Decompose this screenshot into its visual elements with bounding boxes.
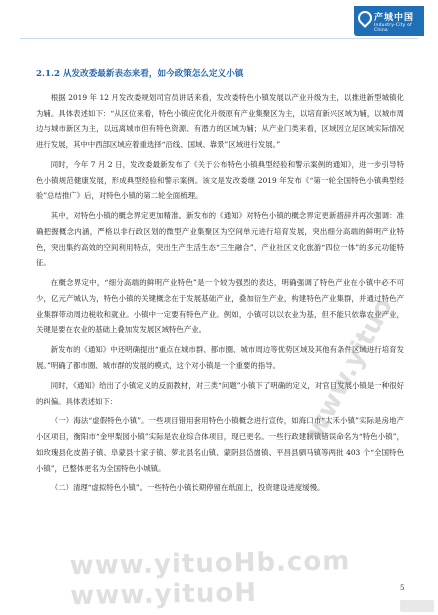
paragraph: 同时，今年 7 月 2 日，发改委最新发布了《关于公布特色小镇典型经验和警示案例的通知》，进一步引导特色小镇规范健康发展，形成典型经验和警示案例。该文是发改委继 2019 年发布《“第一轮全国特色小镇典型经验”总结推广》后，对特色小镇的第二轮全面梳理。 [36,160,404,201]
brand-logo [354,6,424,36]
watermark-bottom: www.yituoHb.com www.yituoH [69,546,351,612]
paragraph: 其中，对特色小镇的概念界定更加精准。新发布的《通知》对特色小镇的概念界定更新措辞并再次强调：准确把握概念内涵，严格以非行政区划的微型产业集聚区为空间单元进行培育发展，突出细分高端的鲜明产业特色，突出集约高效的空间利用特点，突出生产生活生态“三生融合”、产业社区文化旅游“四位一体”的多元功能特征。 [36,211,404,268]
section-heading: 2.1.2 从发改委最新表态来看，如今政策怎么定义小镇 [36,69,244,79]
paragraph: 同时，《通知》给出了小镇定义的反面教材，对三类“问题”小镇下了明确的定义，对官目发展小镇是一种很好的纠偏。具体表述如下： [36,380,404,406]
logo-name: 产城中国 [374,13,415,23]
watermark-side: www.yituo [300,293,400,445]
paragraph: 根据 2019 年 12 月发改委规划司官员讲话来看，发改委特色小镇发展以产业升级为主，以推进新型城镇化为辅。具体表述如下：“从区位来看，特色小镇应优化升级原有产业集聚区为主，以培育新兴区域为辅，以城市周边与城市新区为主，以远离城市但有特色资源、有潜力的区域为辅；从产业门类来看，区域因立足区域实际情况进行发展，其中中西部区域应着重选择“沿线、国域、靠景”区域进行发展。” [36,93,404,150]
paragraph: （二）清理“虚拟特色小镇”。一些特色小镇长期停留在纸面上，投资建设进度缓慢。 [50,483,325,493]
paragraph: （一）海法“虚假特色小镇”。一些项目错用套用特色小镇概念进行宣传，如海口市“太禾小镇”实际是房地产小区项目，衡阳市“金甲梨园小镇”实际是农业综合体项目，现已更名。一些行政建制镇错误命名为“特色小镇”，如玫瑰县化皮菌子镇、阜蒙县十家子镇、萝北县名山镇、蒙阴县岱崮镇、平昌县驷马镇等两批 403 个“全国特色小镇”，已整体更名为全国特色小城镇。 [36,416,404,473]
paragraph: 在概念界定中，“细分高端的鲜明产业特色”是一个较为强烈的表达，明确强调了特色产业在小镇中必不可少，亿元产城认为，特色小镇的关键概念在于发展基础产业，叠加衍生产业，构建特色产业集群，并通过特色产业集群带动周边税收和就业。小镇中一定要有特色产业。例如，小镇可以以农业为基，但不能只依靠农业产业，关键是要在农业的基础上叠加发发展区域特色产业。 [36,278,404,335]
body-text [36,90,404,500]
paragraph: 新发布的《通知》中还明确提出“重点在城市群、都市圈、城市周边等优势区域及其他有条件区域进行培育发展。”明确了都市圈、城市群的发展的模式，这个对小镇是一个重要的指导。 [36,345,404,370]
logo-mark-icon [355,8,375,28]
corner-badge-icon [400,600,434,612]
logo-subtext: Industry-City of China [374,23,412,33]
header-rule [20,38,418,39]
page-number: 5 [400,584,405,592]
